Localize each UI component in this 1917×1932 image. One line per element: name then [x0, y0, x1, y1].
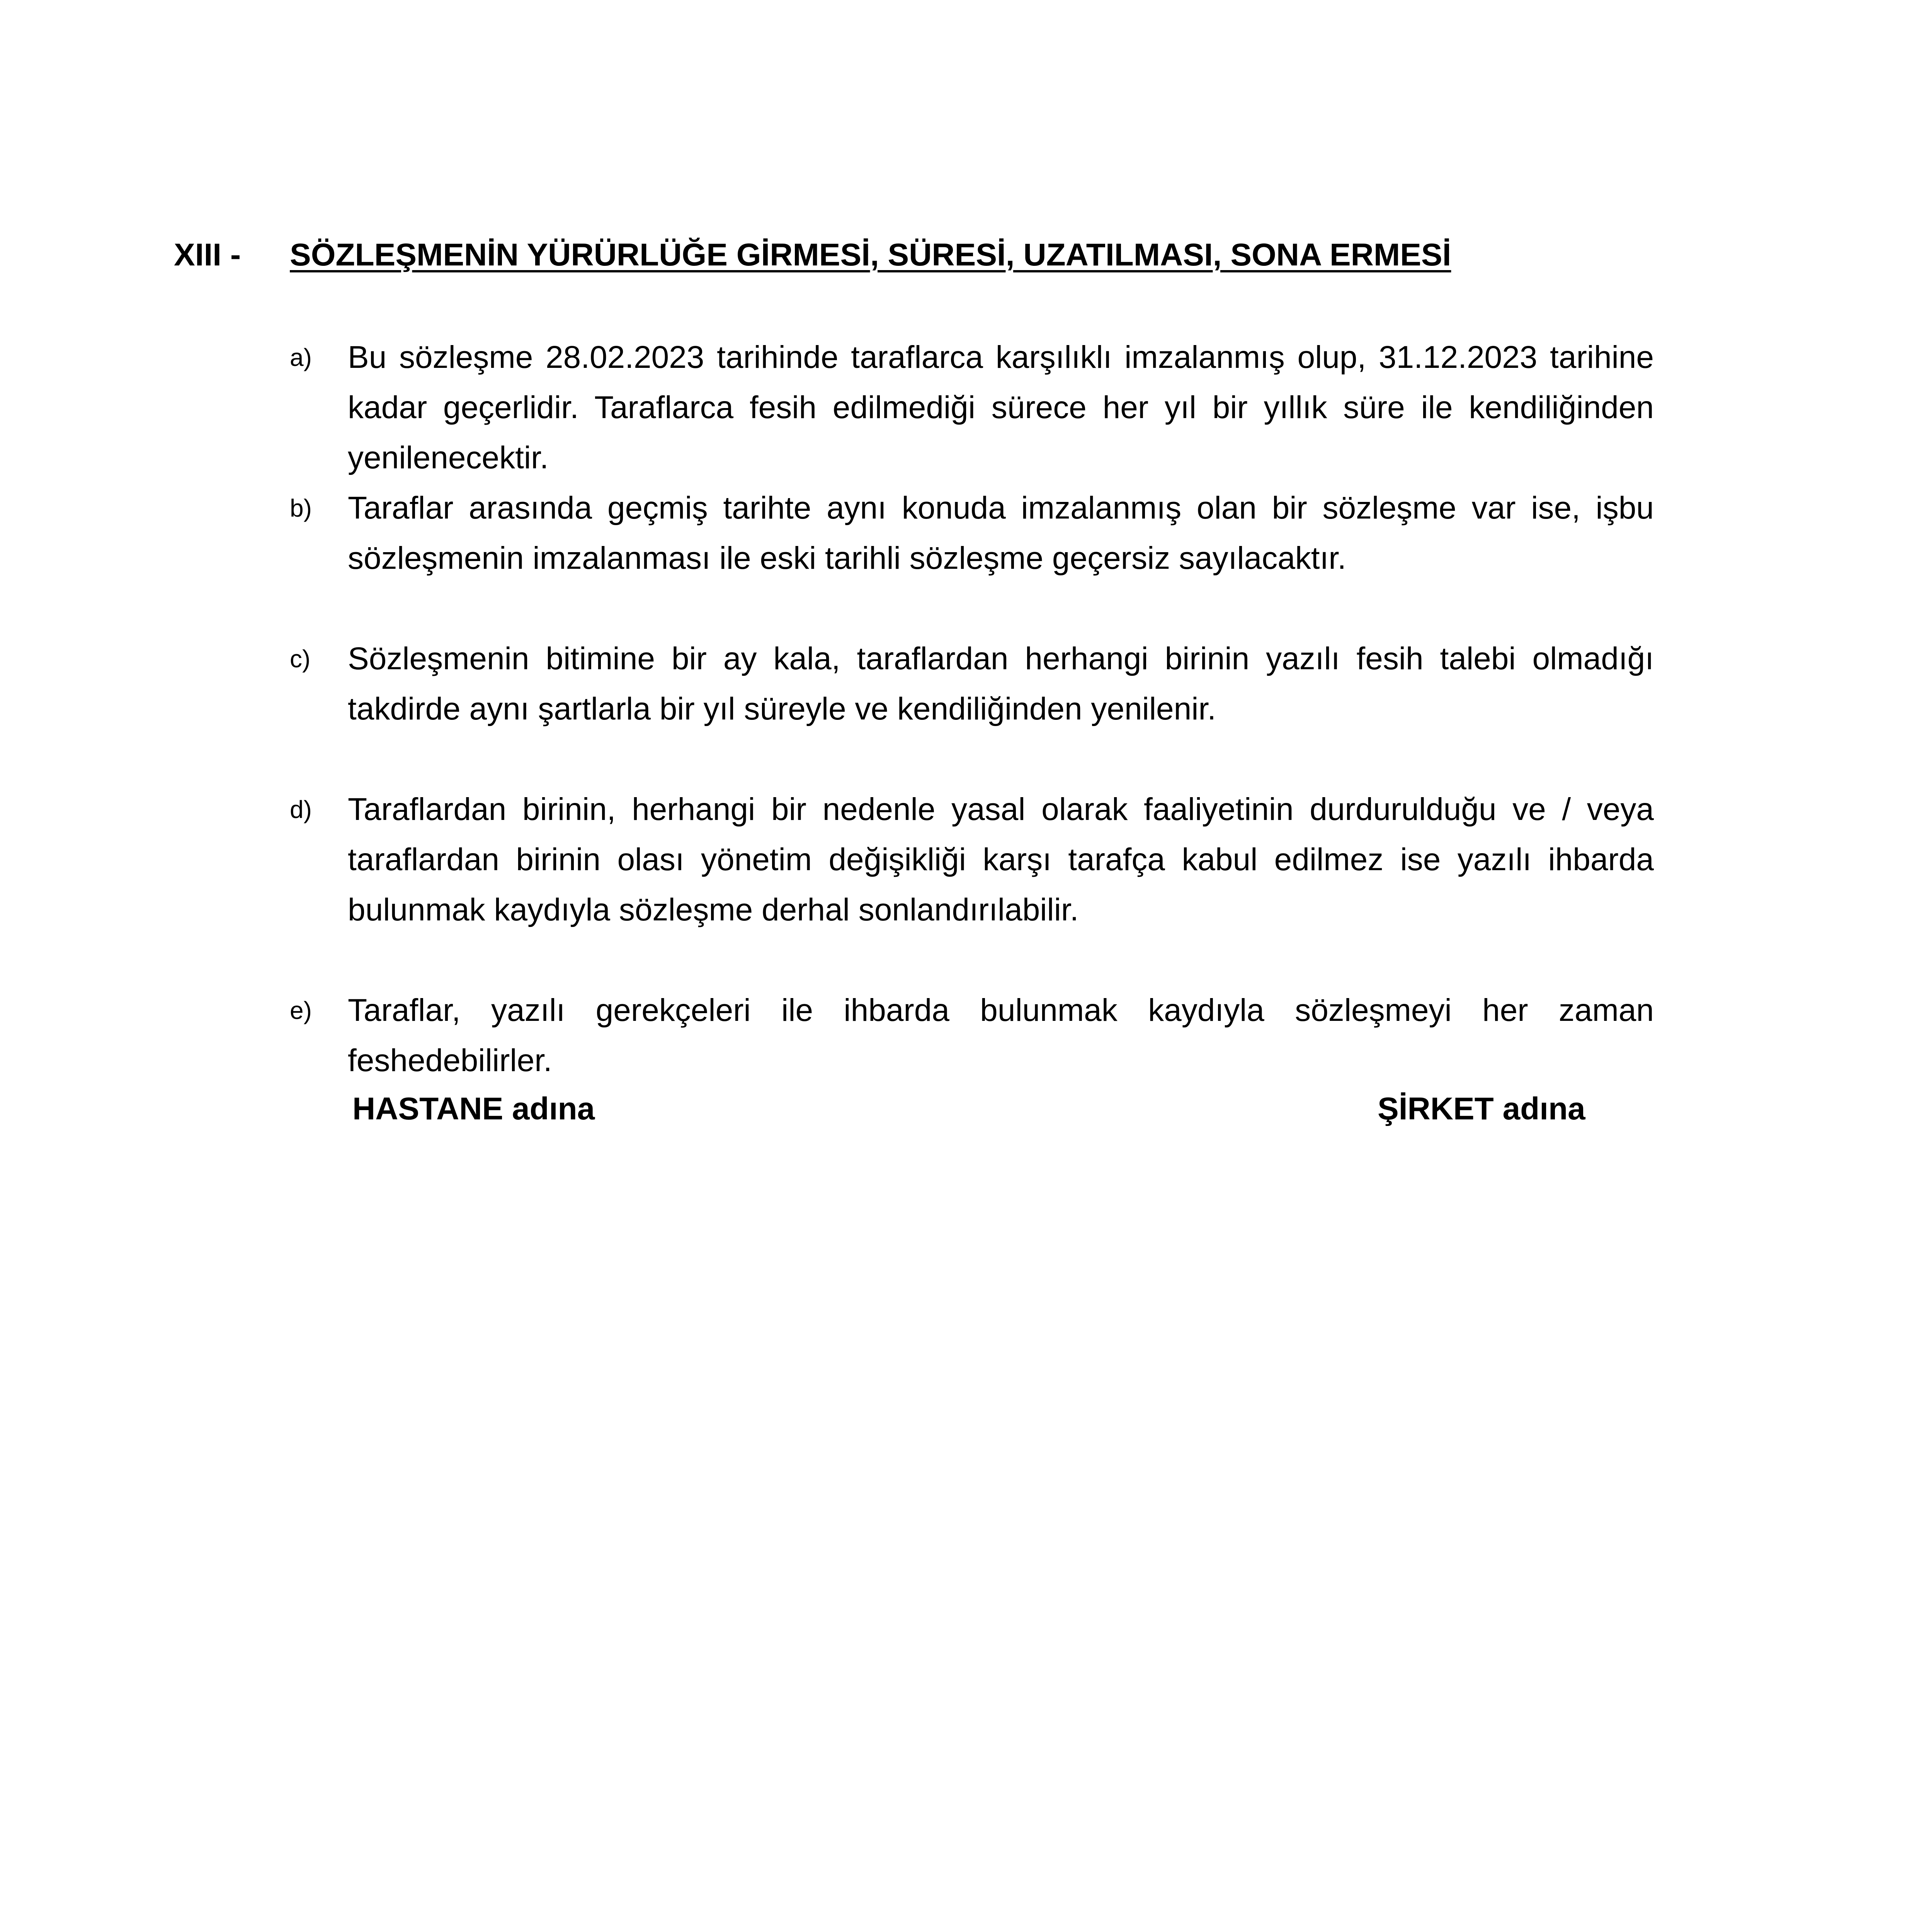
- signature-company: ŞİRKET adına: [1378, 1091, 1585, 1126]
- section-header: [174, 232, 1758, 278]
- clause-text: Taraflardan birinin, herhangi bir nedenle yasal olarak faaliyetinin durdurulduğu ve / veya taraflardan birinin olası yönetim değişikliği karşı tarafça kabul edilmez ise yazılı ihbarda bulunmak kaydıyla sözleşme derhal sonlandırılabilir.: [348, 792, 1654, 927]
- clause-marker: a): [290, 344, 312, 371]
- clause-text: Bu sözleşme 28.02.2023 tarihinde taraflarca karşılıklı imzalanmış olup, 31.12.2023 tarihine kadar geçerlidir. Taraflarca fesih edilmediği sürece her yıl bir yıllık süre ile kendiliğinden yenilenecektir.: [348, 340, 1654, 475]
- signature-hospital: HASTANE adına: [352, 1091, 595, 1126]
- section-title: SÖZLEŞMENİN YÜRÜRLÜĞE GİRMESİ, SÜRESİ, UZATILMASI, SONA ERMESİ: [290, 237, 1451, 272]
- clause-text: Taraflar arasında geçmiş tarihte aynı konuda imzalanmış olan bir sözleşme var ise, işbu sözleşmenin imzalanması ile eski tarihli sözleşme geçersiz sayılacaktır.: [348, 490, 1654, 576]
- section-number: XIII -: [174, 237, 241, 272]
- clause-marker: c): [290, 645, 311, 673]
- clause-marker: e): [290, 997, 312, 1024]
- clause-marker: d): [290, 796, 312, 823]
- clause-text: Taraflar, yazılı gerekçeleri ile ihbarda bulunmak kaydıyla sözleşmeyi her zaman feshedebilirler.: [348, 993, 1654, 1078]
- clause-marker: b): [290, 494, 312, 522]
- clause-text: Sözleşmenin bitimine bir ay kala, taraflardan herhangi birinin yazılı fesih talebi olmadığı takdirde aynı şartlarla bir yıl süreyle ve kendiliğinden yenilenir.: [348, 641, 1654, 726]
